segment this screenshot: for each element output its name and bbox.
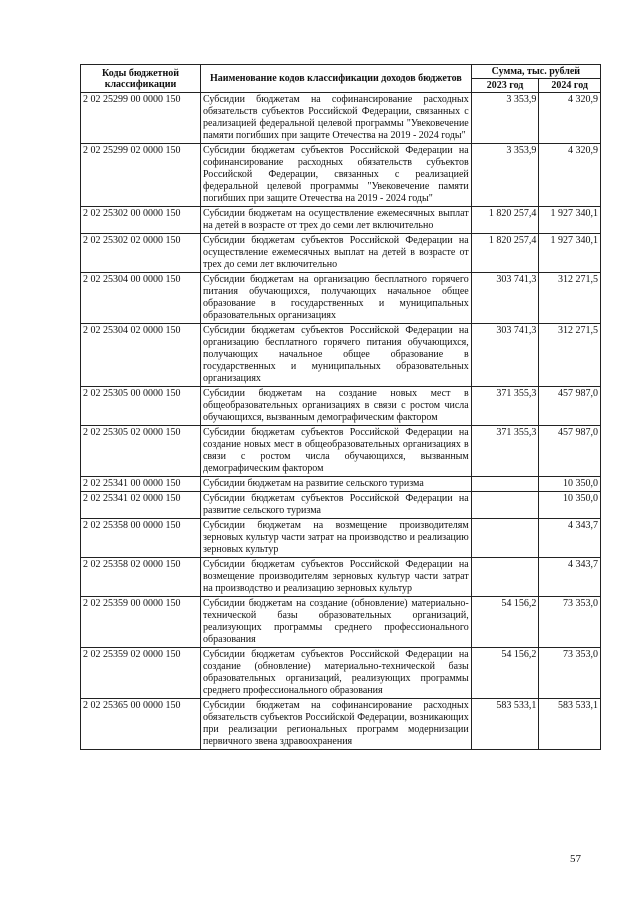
budget-code-cell: 2 02 25359 02 0000 150	[81, 648, 201, 699]
budget-code-cell: 2 02 25341 00 0000 150	[81, 477, 201, 492]
table-row	[81, 477, 601, 492]
amount-2023-cell: 54 156,2	[471, 648, 539, 699]
table-row	[81, 699, 601, 750]
classification-name-cell: Субсидии бюджетам субъектов Российской Федерации на развитие сельского туризма	[200, 492, 471, 519]
table-row	[81, 234, 601, 273]
page-number: 57	[570, 853, 581, 865]
amount-2024-cell: 10 350,0	[539, 477, 601, 492]
table-row	[81, 387, 601, 426]
table-row	[81, 207, 601, 234]
amount-2023-cell	[471, 519, 539, 558]
amount-2023-cell: 371 355,3	[471, 387, 539, 426]
amount-2023-cell: 54 156,2	[471, 597, 539, 648]
budget-code-cell: 2 02 25299 00 0000 150	[81, 93, 201, 144]
budget-code-cell: 2 02 25359 00 0000 150	[81, 597, 201, 648]
classification-name-cell: Субсидии бюджетам на создание (обновление) материально-технической базы образовательных организаций, реализующих программы среднего профессионального образования	[200, 597, 471, 648]
budget-code-cell: 2 02 25299 02 0000 150	[81, 144, 201, 207]
classification-name-cell: Субсидии бюджетам на софинансирование расходных обязательств субъектов Российской Федерации, возникающих при реализации региональных программ модернизации первичного звена здравоохранения	[200, 699, 471, 750]
table-row	[81, 597, 601, 648]
amount-2024-cell: 4 343,7	[539, 558, 601, 597]
header-year-2024: 2024 год	[539, 79, 601, 93]
amount-2023-cell: 1 820 257,4	[471, 234, 539, 273]
classification-name-cell: Субсидии бюджетам субъектов Российской Федерации на создание новых мест в общеобразовательных организациях в связи с ростом числа обучающихся, вызванным демографическим фактором	[200, 426, 471, 477]
amount-2024-cell: 4 343,7	[539, 519, 601, 558]
amount-2023-cell: 1 820 257,4	[471, 207, 539, 234]
budget-code-cell: 2 02 25305 02 0000 150	[81, 426, 201, 477]
amount-2023-cell: 583 533,1	[471, 699, 539, 750]
classification-name-cell: Субсидии бюджетам субъектов Российской Федерации на возмещение производителям зерновых культур части затрат на производство и реализацию зерновых культур	[200, 558, 471, 597]
amount-2024-cell: 1 927 340,1	[539, 207, 601, 234]
table-row	[81, 93, 601, 144]
header-year-2023: 2023 год	[471, 79, 539, 93]
classification-name-cell: Субсидии бюджетам субъектов Российской Федерации на софинансирование расходных обязательств субъектов Российской Федерации, связанных с реализацией федеральной целевой программы "Увековечение памяти погибших при защите Отечества на 2019 - 2024 годы"	[200, 144, 471, 207]
budget-code-cell: 2 02 25365 00 0000 150	[81, 699, 201, 750]
amount-2024-cell: 457 987,0	[539, 426, 601, 477]
classification-name-cell: Субсидии бюджетам на создание новых мест в общеобразовательных организациях в связи с ростом числа обучающихся, вызванным демографическим фактором	[200, 387, 471, 426]
budget-code-cell: 2 02 25302 02 0000 150	[81, 234, 201, 273]
amount-2023-cell	[471, 492, 539, 519]
header-codes: Коды бюджетной классификации	[81, 65, 201, 93]
table-row	[81, 273, 601, 324]
budget-code-cell: 2 02 25304 00 0000 150	[81, 273, 201, 324]
table-row	[81, 519, 601, 558]
budget-code-cell: 2 02 25305 00 0000 150	[81, 387, 201, 426]
amount-2024-cell: 1 927 340,1	[539, 234, 601, 273]
budget-code-cell: 2 02 25358 02 0000 150	[81, 558, 201, 597]
amount-2024-cell: 583 533,1	[539, 699, 601, 750]
amount-2023-cell: 371 355,3	[471, 426, 539, 477]
budget-code-cell: 2 02 25341 02 0000 150	[81, 492, 201, 519]
budget-code-cell: 2 02 25358 00 0000 150	[81, 519, 201, 558]
budget-table	[80, 64, 601, 750]
amount-2024-cell: 4 320,9	[539, 93, 601, 144]
classification-name-cell: Субсидии бюджетам на возмещение производителям зерновых культур части затрат на производство и реализацию зерновых культур	[200, 519, 471, 558]
table-header	[81, 65, 601, 93]
amount-2023-cell	[471, 477, 539, 492]
table-body	[81, 93, 601, 750]
amount-2023-cell: 3 353,9	[471, 93, 539, 144]
table-row	[81, 648, 601, 699]
table-row	[81, 492, 601, 519]
amount-2024-cell: 73 353,0	[539, 597, 601, 648]
amount-2024-cell: 4 320,9	[539, 144, 601, 207]
budget-code-cell: 2 02 25302 00 0000 150	[81, 207, 201, 234]
table-row	[81, 324, 601, 387]
table-row	[81, 426, 601, 477]
classification-name-cell: Субсидии бюджетам на организацию бесплатного горячего питания обучающихся, получающих начальное общее образование в государственных и муниципальных образовательных организациях	[200, 273, 471, 324]
table-row	[81, 558, 601, 597]
amount-2024-cell: 10 350,0	[539, 492, 601, 519]
amount-2023-cell	[471, 558, 539, 597]
classification-name-cell: Субсидии бюджетам субъектов Российской Федерации на осуществление ежемесячных выплат на детей в возрасте от трех до семи лет включительно	[200, 234, 471, 273]
classification-name-cell: Субсидии бюджетам субъектов Российской Федерации на организацию бесплатного горячего питания обучающихся, получающих начальное общее образование в государственных и муниципальных образовательных организациях	[200, 324, 471, 387]
classification-name-cell: Субсидии бюджетам субъектов Российской Федерации на создание (обновление) материально-технической базы образовательных организаций, реализующих программы среднего профессионального образования	[200, 648, 471, 699]
amount-2023-cell: 3 353,9	[471, 144, 539, 207]
amount-2024-cell: 457 987,0	[539, 387, 601, 426]
table-row	[81, 144, 601, 207]
header-names: Наименование кодов классификации доходов бюджетов	[200, 65, 471, 93]
classification-name-cell: Субсидии бюджетам на развитие сельского туризма	[200, 477, 471, 492]
classification-name-cell: Субсидии бюджетам на осуществление ежемесячных выплат на детей в возрасте от трех до семи лет включительно	[200, 207, 471, 234]
amount-2024-cell: 312 271,5	[539, 273, 601, 324]
header-sum: Сумма, тыс. рублей	[471, 65, 600, 79]
amount-2024-cell: 73 353,0	[539, 648, 601, 699]
amount-2023-cell: 303 741,3	[471, 324, 539, 387]
classification-name-cell: Субсидии бюджетам на софинансирование расходных обязательств субъектов Российской Федерации, связанных с реализацией федеральной целевой программы "Увековечение памяти погибших при защите Отечества на 2019 - 2024 годы"	[200, 93, 471, 144]
amount-2024-cell: 312 271,5	[539, 324, 601, 387]
budget-code-cell: 2 02 25304 02 0000 150	[81, 324, 201, 387]
amount-2023-cell: 303 741,3	[471, 273, 539, 324]
